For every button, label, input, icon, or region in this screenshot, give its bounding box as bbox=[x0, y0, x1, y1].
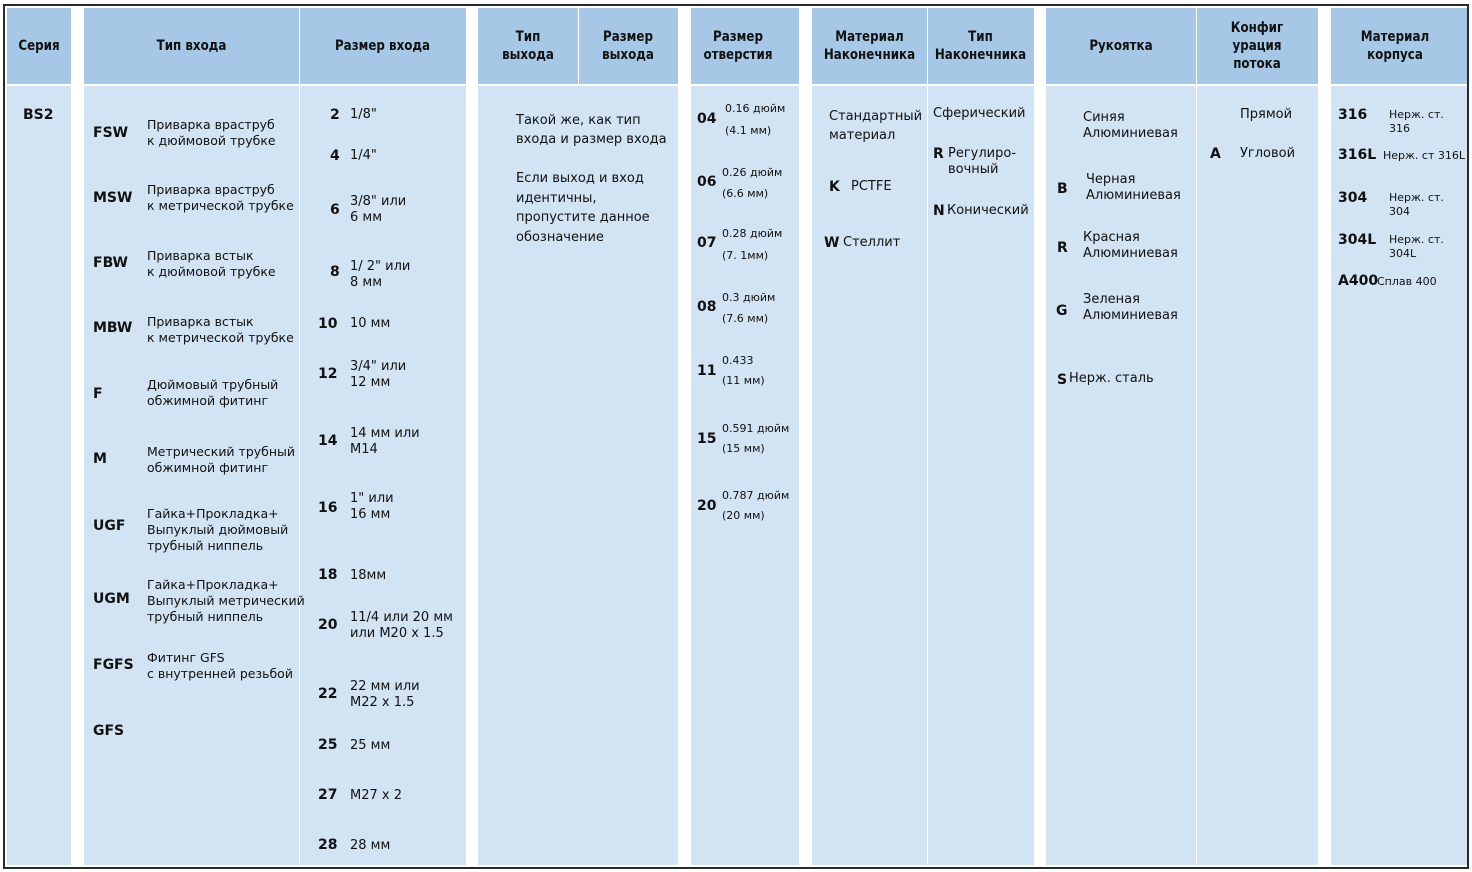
inlet-type-desc: Метрический трубный обжимной фитинг bbox=[147, 444, 296, 475]
inlet-type-desc: Приварка враструб к метрической трубке bbox=[147, 182, 294, 213]
inlet-type-desc: Приварка враструб к дюймовой трубке bbox=[147, 117, 276, 148]
inlet-size-code: 16 bbox=[318, 500, 338, 516]
ordering-code-table bbox=[3, 4, 1469, 869]
inlet-size-code: 10 bbox=[318, 316, 338, 332]
inlet-type-code: FSW bbox=[93, 125, 129, 141]
orifice-desc: 0.433 (11 мм) bbox=[722, 354, 765, 387]
tip-material-desc: Стандартный материал bbox=[829, 109, 923, 143]
body-material-code: 304 bbox=[1338, 190, 1368, 206]
inlet-size-desc: 14 мм или M14 bbox=[350, 426, 420, 457]
tip-material-desc: PCTFE bbox=[851, 179, 892, 194]
body-material-code: A400 bbox=[1338, 273, 1379, 289]
orifice-code: 04 bbox=[697, 111, 717, 127]
inlet-header-bg bbox=[84, 8, 466, 86]
flow-config-code: A bbox=[1210, 146, 1221, 162]
inlet-size-desc: 22 мм или M22 x 1.5 bbox=[350, 679, 420, 710]
orifice-desc: 0.591 дюйм (15 мм) bbox=[722, 422, 790, 455]
series-header-bg bbox=[7, 8, 71, 86]
outlet-same-note: Такой же, как тип входа и размер входа bbox=[516, 113, 667, 147]
handle-code: B bbox=[1057, 181, 1068, 197]
inlet-size-code: 22 bbox=[318, 686, 338, 702]
outlet-omit-note: Если выход и вход идентичны, пропустите данное обозначение bbox=[516, 171, 650, 245]
inlet-size-header: Размер входа bbox=[334, 38, 431, 54]
tip-material-code: K bbox=[829, 179, 840, 195]
tip-material-desc: Стеллит bbox=[843, 235, 901, 250]
inlet-type-desc: Приварка встык к дюймовой трубке bbox=[147, 248, 276, 279]
body-material-desc: Нерж. ст. 316 bbox=[1389, 108, 1444, 135]
inlet-column bbox=[84, 8, 466, 865]
orifice-code: 15 bbox=[697, 431, 717, 447]
inlet-size-code: 27 bbox=[318, 787, 338, 803]
orifice-desc: 0.16 дюйм (4.1 мм) bbox=[725, 102, 786, 137]
handle-desc: Красная Алюминиевая bbox=[1083, 230, 1178, 261]
tip-divider bbox=[927, 8, 928, 865]
series-code: BS2 bbox=[23, 107, 54, 123]
handle-desc: Синяя Алюминиевая bbox=[1083, 110, 1178, 141]
inlet-type-code: MBW bbox=[93, 320, 133, 336]
handle-code: R bbox=[1057, 240, 1068, 256]
inlet-size-desc: 1/8" bbox=[350, 107, 377, 122]
body-material-desc: Сплав 400 bbox=[1377, 275, 1437, 288]
inlet-type-desc: Гайка+Прокладка+ Выпуклый дюймовый трубный ниппель bbox=[147, 506, 289, 553]
tip-material-header: Материал Наконечника bbox=[823, 29, 916, 63]
inlet-size-code: 12 bbox=[318, 366, 338, 382]
body-material-column bbox=[1331, 8, 1467, 865]
inlet-size-desc: 1/4" bbox=[350, 148, 377, 163]
inlet-size-desc: 18мм bbox=[350, 568, 387, 583]
orifice-code: 06 bbox=[697, 174, 717, 190]
inlet-type-code: FGFS bbox=[93, 657, 134, 673]
inlet-size-code: 20 bbox=[318, 617, 338, 633]
inlet-size-code: 25 bbox=[318, 737, 338, 753]
inlet-size-code: 4 bbox=[330, 148, 340, 164]
body-material-header-bg bbox=[1331, 8, 1467, 86]
orifice-code: 07 bbox=[697, 235, 717, 251]
inlet-type-code: GFS bbox=[93, 723, 125, 739]
handle-code: S bbox=[1057, 372, 1068, 388]
tip-type-code: N bbox=[933, 203, 945, 219]
orifice-desc: 0.26 дюйм (6.6 мм) bbox=[722, 166, 783, 200]
handle-header: Рукоятка bbox=[1089, 38, 1153, 54]
inlet-size-desc: M27 x 2 bbox=[350, 788, 402, 803]
handle-code: G bbox=[1056, 303, 1068, 319]
orifice-desc: 0.787 дюйм (20 мм) bbox=[722, 489, 790, 522]
inlet-type-header: Тип входа bbox=[156, 38, 227, 54]
inlet-type-desc: Дюймовый трубный обжимной фитинг bbox=[147, 377, 279, 408]
inlet-type-code: M bbox=[93, 451, 107, 467]
tip-column bbox=[812, 8, 1034, 865]
inlet-size-desc: 1" или 16 мм bbox=[350, 491, 394, 522]
inlet-size-desc: 3/4" или 12 мм bbox=[350, 359, 407, 390]
tip-type-desc: Конический bbox=[947, 203, 1029, 218]
orifice-code: 11 bbox=[697, 363, 717, 379]
orifice-desc: 0.28 дюйм (7. 1мм) bbox=[722, 227, 783, 262]
inlet-type-desc: Приварка встык к метрической трубке bbox=[147, 314, 294, 345]
inlet-type-desc: Гайка+Прокладка+ Выпуклый метрический трубный ниппель bbox=[147, 577, 305, 624]
inlet-size-code: 18 bbox=[318, 567, 338, 583]
orifice-desc: 0.3 дюйм (7.6 мм) bbox=[722, 291, 776, 325]
handle-header-bg bbox=[1046, 8, 1318, 86]
tip-material-code: W bbox=[824, 235, 840, 251]
inlet-size-code: 2 bbox=[330, 107, 340, 123]
body-material-desc: Нерж. ст. 304L bbox=[1389, 233, 1444, 260]
orifice-code: 20 bbox=[697, 498, 717, 514]
inlet-size-code: 14 bbox=[318, 433, 338, 449]
tip-type-header: Тип Наконечника bbox=[934, 29, 1027, 63]
flow-config-desc: Угловой bbox=[1240, 146, 1296, 161]
handle-desc: Зеленая Алюминиевая bbox=[1083, 292, 1178, 323]
outlet-header-divider bbox=[578, 8, 579, 84]
series-header: Серия bbox=[18, 38, 60, 54]
outlet-size-header: Размер выхода bbox=[602, 29, 654, 63]
flow-config-desc: Прямой bbox=[1240, 107, 1293, 122]
inlet-divider bbox=[299, 8, 300, 865]
flow-config-header: Конфиг урация потока bbox=[1230, 20, 1284, 72]
inlet-size-desc: 1/ 2" или 8 мм bbox=[350, 259, 411, 290]
outlet-type-header: Тип выхода bbox=[502, 29, 554, 63]
inlet-type-code: MSW bbox=[93, 190, 133, 206]
series-column bbox=[7, 8, 71, 865]
outlet-column bbox=[478, 8, 678, 865]
inlet-type-code: UGM bbox=[93, 591, 130, 607]
inlet-size-code: 8 bbox=[330, 264, 340, 280]
inlet-type-desc: Фитинг GFS с внутренней резьбой bbox=[147, 650, 293, 681]
body-material-code: 316 bbox=[1338, 107, 1368, 123]
inlet-type-code: FBW bbox=[93, 255, 128, 271]
handle-desc: Нерж. сталь bbox=[1069, 371, 1154, 386]
body-material-desc: Нерж. ст 316L bbox=[1383, 149, 1466, 162]
inlet-type-code: UGF bbox=[93, 518, 126, 534]
body-material-code: 316L bbox=[1338, 147, 1377, 163]
tip-type-desc: Регулиро- вочный bbox=[948, 146, 1017, 177]
inlet-size-code: 6 bbox=[330, 202, 340, 218]
orifice-header-bg bbox=[691, 8, 799, 86]
body-material-header: Материал корпуса bbox=[1360, 29, 1430, 63]
orifice-column bbox=[691, 8, 799, 865]
inlet-size-desc: 3/8" или 6 мм bbox=[350, 194, 407, 225]
orifice-code: 08 bbox=[697, 299, 717, 315]
tip-type-code: R bbox=[933, 146, 944, 162]
inlet-size-code: 28 bbox=[318, 837, 338, 853]
tip-header-bg bbox=[812, 8, 1034, 86]
inlet-size-desc: 28 мм bbox=[350, 838, 391, 853]
handle-divider bbox=[1196, 8, 1197, 865]
inlet-type-code: F bbox=[93, 386, 103, 402]
inlet-size-desc: 10 мм bbox=[350, 316, 391, 331]
orifice-header: Размер отверстия bbox=[703, 29, 773, 63]
handle-desc: Черная Алюминиевая bbox=[1086, 172, 1181, 203]
inlet-size-desc: 25 мм bbox=[350, 738, 391, 753]
handle-column bbox=[1046, 8, 1318, 865]
body-material-code: 304L bbox=[1338, 232, 1377, 248]
body-material-desc: Нерж. ст. 304 bbox=[1389, 191, 1444, 218]
tip-type-desc: Сферический bbox=[933, 106, 1026, 121]
inlet-size-desc: 11/4 или 20 мм или M20 x 1.5 bbox=[350, 610, 453, 641]
